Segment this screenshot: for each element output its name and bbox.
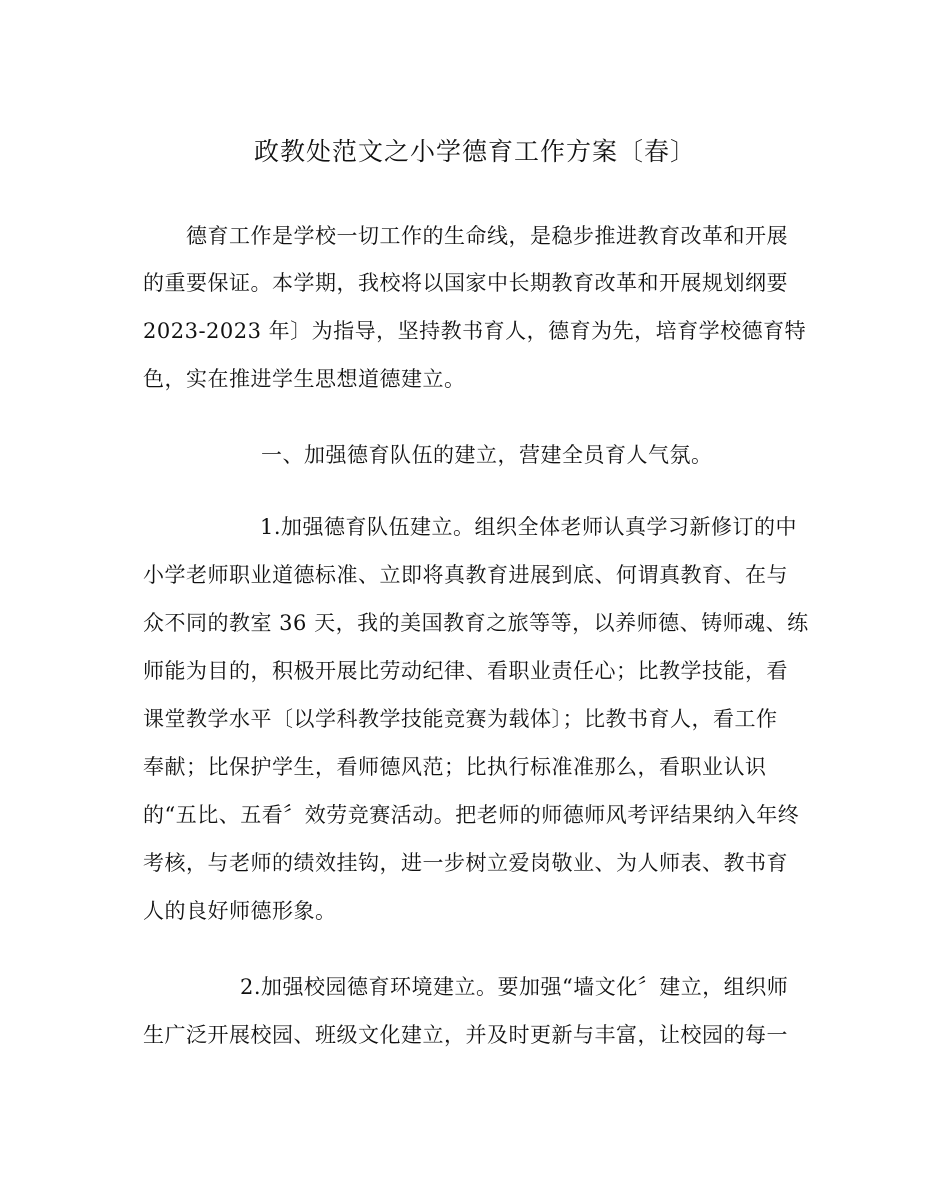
intro-line-3: 2023-2023 年〕为指导，坚持教书育人，德育为先，培育学校德育特: [143, 319, 807, 343]
item-1-line-8: 考核，与老师的绩效挂钩，进一步树立爱岗敬业、为人师表、教书育: [143, 851, 788, 875]
item-1-line-1: 1.加强德育队伍建立。组织全体老师认真学习新修订的中: [260, 515, 798, 539]
item-1-line-5: 课堂教学水平〔以学科教学技能竞赛为载体〕；比教书育人，看工作: [143, 707, 778, 731]
item-1-line-6: 奉献；比保护学生，看师德风范；比执行标准准那么，看职业认识: [143, 755, 767, 779]
item-1-line-3: 众不同的教室 36 天，我的美国教育之旅等等，以养师德、铸师魂、练: [143, 611, 809, 635]
document-title: 政教处范文之小学德育工作方案〔春〕: [253, 137, 696, 166]
item-1-line-4: 师能为目的，积极开展比劳动纪律、看职业责任心；比教学技能，看: [143, 659, 788, 683]
item-2-line-2: 生广泛开展校园、班级文化建立，并及时更新与丰富，让校园的每一: [143, 1023, 788, 1047]
item-1-line-2: 小学老师职业道德标准、立即将真教育进展到底、何谓真教育、在与: [143, 563, 788, 587]
item-1-line-9: 人的良好师德形象。: [143, 899, 337, 923]
intro-line-1: 德育工作是学校一切工作的生命线，是稳步推进教育改革和开展: [186, 224, 788, 248]
section-1-heading: 一、加强德育队伍的建立，营建全员育人气氛。: [261, 443, 713, 467]
intro-line-4: 色，实在推进学生思想道德建立。: [143, 367, 466, 391]
intro-line-2: 的重要保证。本学期，我校将以国家中长期教育改革和开展规划纲要: [143, 271, 788, 295]
item-1-line-7: 的“五比、五看〞效劳竞赛活动。把老师的师德师风考评结果纳入年终: [143, 803, 800, 827]
item-2-line-1: 2.加强校园德育环境建立。要加强“墙文化〞建立，组织师: [240, 975, 789, 999]
